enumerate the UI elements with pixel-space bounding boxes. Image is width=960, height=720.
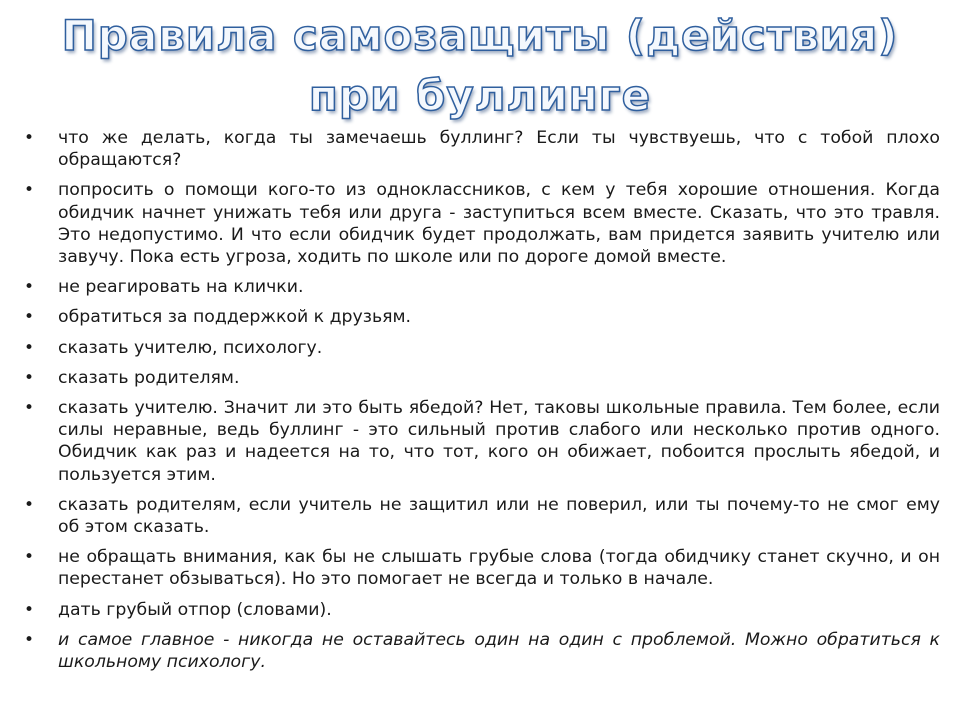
bullet-item xyxy=(24,546,940,590)
bullet-item xyxy=(24,367,940,389)
bullet-item xyxy=(24,306,940,328)
bullet-icon: • xyxy=(24,128,35,148)
bullet-icon: • xyxy=(24,337,35,358)
bullet-text: и самое главное - никогда не оставайтесь один на один с проблемой. Можно обратиться к школьному психологу. xyxy=(58,629,940,673)
slide-title-line-1: Правила самозащиты (действия) xyxy=(61,11,899,60)
bullet-item xyxy=(24,397,940,486)
bullet-item xyxy=(24,337,940,359)
bullet-list xyxy=(24,127,940,681)
bullet-text: сказать учителю. Значит ли это быть ябедой? Нет, таковы школьные правила. Тем более, если силы неравные, ведь буллинг - это сильный против слабого или несколько против одного. Обидчик как раз и надеется на то, что тот, кого он обижает, побоится прослыть ябедой, и пользуется этим. xyxy=(58,398,940,485)
bullet-icon: • xyxy=(24,629,35,650)
bullet-item xyxy=(24,494,940,538)
bullet-text: попросить о помощи кого-то из одноклассников, с кем у тебя хорошие отношения. Когда обидчик начнет унижать тебя или друга - заступиться всем вместе. Сказать, что это травля. Это недопустимо. И что если обидчик будет продолжать, вам придется заявить учителю или завучу. Пока есть угроза, ходить по школе или по дороге домой вместе. xyxy=(58,180,940,268)
bullet-icon: • xyxy=(24,398,35,419)
bullet-item xyxy=(24,276,940,298)
bullet-item xyxy=(24,127,940,171)
bullet-item-emphasis xyxy=(24,629,940,673)
bullet-icon: • xyxy=(24,547,35,568)
bullet-text: сказать родителям, если учитель не защитил или не поверил, или ты почему-то не смог ему об этом сказать. xyxy=(58,494,940,538)
bullet-item xyxy=(24,179,940,268)
bullet-text: дать грубый отпор (словами). xyxy=(58,599,332,620)
bullet-text: что же делать, когда ты замечаешь буллинг? Если ты чувствуешь, что с тобой плохо обращаются? xyxy=(58,128,940,171)
bullet-icon: • xyxy=(24,180,35,201)
slide-title xyxy=(0,6,960,126)
bullet-text: сказать учителю, психологу. xyxy=(58,337,323,358)
bullet-text: сказать родителям. xyxy=(58,367,240,388)
bullet-icon: • xyxy=(24,599,35,620)
bullet-item xyxy=(24,599,940,621)
bullet-icon: • xyxy=(24,307,35,328)
bullet-text: обратиться за поддержкой к друзьям. xyxy=(58,307,412,328)
bullet-icon: • xyxy=(24,494,35,515)
bullet-icon: • xyxy=(24,277,35,298)
bullet-icon: • xyxy=(24,367,35,388)
bullet-text: не реагировать на клички. xyxy=(58,277,304,298)
bullet-text: не обращать внимания, как бы не слышать грубые слова (тогда обидчику станет скучно, и он перестанет обзываться). Но это помогает не всегда и только в начале. xyxy=(58,547,940,590)
slide-title-line-2: при буллинге xyxy=(308,71,652,120)
